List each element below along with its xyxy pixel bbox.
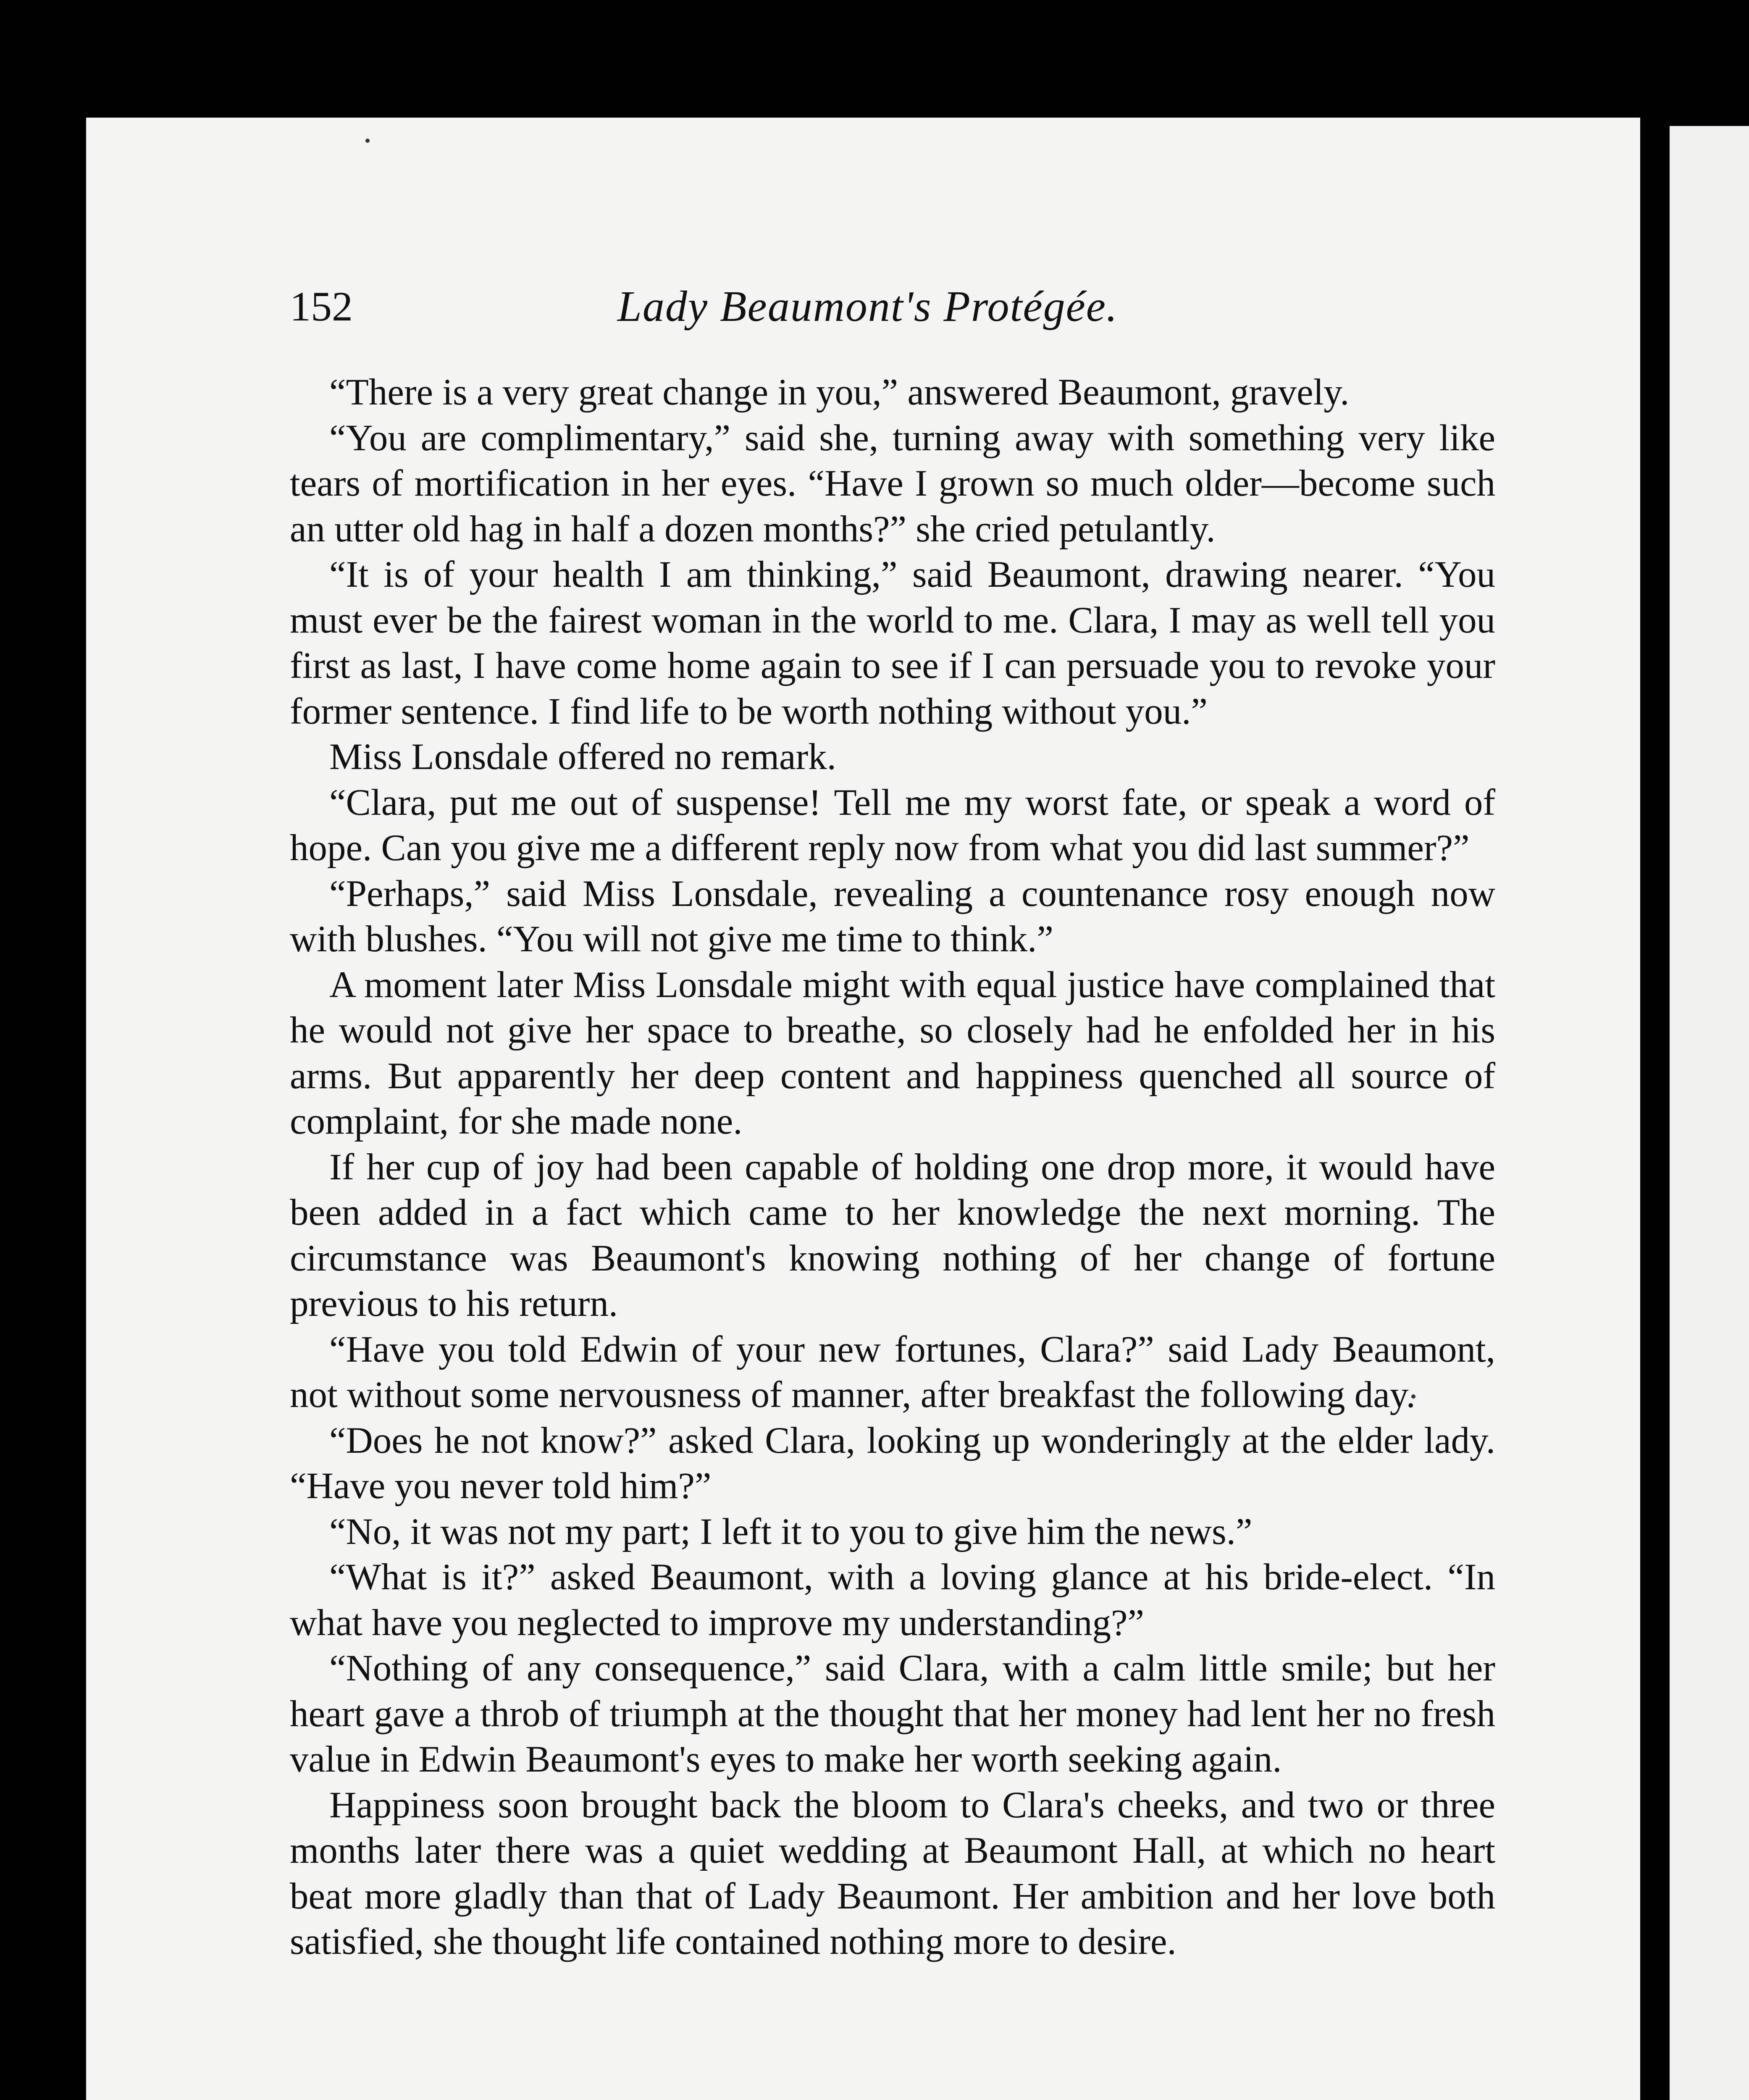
paragraph: A moment later Miss Lonsdale might with equal justice have complained that he would not give her space to breathe, so closely had he enfolded her in his arms. But apparently her deep content and happiness quenched all source of complaint, for she made none. [290, 964, 1495, 1142]
paragraph: Happiness soon brought back the bloom to Clara's cheeks, and two or three months later there was a quiet wedding at Beaumont Hall, at which no heart beat more gladly than that of Lady Beaumont. Her ambition and her love both satisfied, she thought life contained nothing more to desire. [290, 1784, 1495, 1962]
paragraph: “Perhaps,” said Miss Lonsdale, revealing a countenance rosy enough now with blushes. “You will not give me time to think.” [290, 873, 1495, 960]
running-title: Lady Beaumont's Protégée. [617, 282, 1118, 331]
facing-page-edge [1670, 126, 1749, 2100]
paragraph: “No, it was not my part; I left it to you to give him the news.” [329, 1511, 1253, 1552]
paragraph: Miss Lonsdale offered no remark. [329, 736, 836, 777]
paragraph: “What is it?” asked Beaumont, with a loving glance at his bride-elect. “In what have you neglected to improve my understanding?” [290, 1557, 1495, 1643]
paragraph: “Does he not know?” asked Clara, looking up wonderingly at the elder lady. “Have you never told him?” [290, 1420, 1495, 1507]
page-gutter-shadow [1640, 118, 1670, 2100]
running-header [290, 279, 1508, 334]
paragraph: “You are complimentary,” said she, turning away with something very like tears of mortification in her eyes. “Have I grown so much older—become such an utter old hag in half a dozen months?” she cried petulantly. [290, 417, 1495, 550]
paragraph: “Clara, put me out of suspense! Tell me my worst fate, or speak a word of hope. Can you give me a different reply now from what you did last summer?” [290, 782, 1495, 869]
paragraph: “It is of your health I am thinking,” said Beaumont, drawing nearer. “You must ever be the fairest woman in the world to me. Clara, I may as well tell you first as last, I have come home again to see if I can persuade you to revoke your former sentence. I find life to be worth nothing without you.” [290, 554, 1495, 732]
page-number: 152 [290, 283, 353, 330]
paragraph: “There is a very great change in you,” answered Beaumont, gravely. [329, 372, 1350, 413]
paragraph: “Nothing of any consequence,” said Clara, with a calm little smile; but her heart gave a throb of triumph at the thought that her money had lent her no fresh value in Edwin Beaumont's eyes to make her worth seeking again. [290, 1648, 1495, 1780]
paragraph: “Have you told Edwin of your new fortunes, Clara?” said Lady Beaumont, not without some nervousness of manner, after breakfast the following day. [290, 1328, 1495, 1415]
paragraph: If her cup of joy had been capable of holding one drop more, it would have been added in a fact which came to her knowledge the next morning. The circumstance was Beaumont's knowing nothing of her change of fortune previous to his return. [290, 1146, 1495, 1324]
body-text [290, 370, 1495, 1965]
page-speck [365, 139, 370, 143]
